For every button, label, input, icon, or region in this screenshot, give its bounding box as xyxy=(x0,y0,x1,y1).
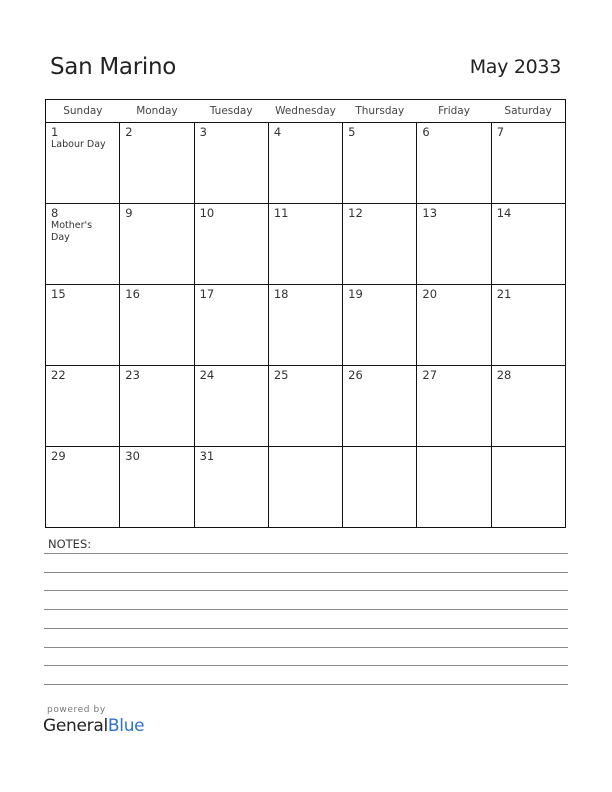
day-cell[interactable] xyxy=(491,123,565,204)
day-cell[interactable] xyxy=(46,366,120,447)
day-cell[interactable] xyxy=(194,285,268,366)
weekday-tuesday: Tuesday xyxy=(194,100,268,123)
day-number: 5 xyxy=(348,125,356,139)
day-cell[interactable] xyxy=(417,285,491,366)
holiday-label: Mother's Day xyxy=(51,220,93,243)
week-row xyxy=(46,123,566,204)
notes-line xyxy=(44,628,568,629)
day-number: 7 xyxy=(496,125,505,139)
day-cell[interactable] xyxy=(120,366,194,447)
day-number: 19 xyxy=(348,287,363,301)
notes-line xyxy=(44,684,568,685)
day-cell[interactable] xyxy=(343,285,417,366)
notes-label: NOTES: xyxy=(48,537,92,551)
weekday-header-row xyxy=(46,100,566,123)
calendar-grid xyxy=(45,99,566,528)
weekday-monday: Monday xyxy=(120,100,194,123)
day-cell[interactable] xyxy=(417,204,491,285)
day-cell[interactable] xyxy=(46,123,120,204)
day-cell[interactable] xyxy=(343,447,417,528)
day-cell[interactable] xyxy=(491,366,565,447)
day-cell[interactable] xyxy=(46,204,120,285)
day-cell[interactable] xyxy=(194,447,268,528)
notes-line xyxy=(44,553,568,554)
notes-line xyxy=(44,609,568,610)
powered-by-text: powered by xyxy=(47,705,106,715)
day-number: 25 xyxy=(273,368,289,382)
day-number: 24 xyxy=(199,368,215,382)
notes-line xyxy=(44,665,568,666)
day-number: 10 xyxy=(199,206,215,220)
day-cell[interactable] xyxy=(491,204,565,285)
day-cell[interactable] xyxy=(491,447,565,528)
day-cell[interactable] xyxy=(120,285,194,366)
holiday-label: Labour Day xyxy=(51,139,106,150)
generalblue-logo xyxy=(43,716,144,736)
day-cell[interactable] xyxy=(417,366,491,447)
brand-general: General xyxy=(43,716,108,736)
weekday-thursday: Thursday xyxy=(343,100,417,123)
month-year-title: May 2033 xyxy=(469,56,561,78)
day-cell[interactable] xyxy=(46,285,120,366)
day-number: 11 xyxy=(273,206,289,220)
day-cell[interactable] xyxy=(46,447,120,528)
notes-line xyxy=(44,572,568,573)
day-number: 6 xyxy=(422,125,430,139)
day-cell[interactable] xyxy=(120,204,194,285)
day-number: 28 xyxy=(496,368,512,382)
week-row xyxy=(46,285,566,366)
day-number: 2 xyxy=(125,125,133,139)
day-number: 12 xyxy=(348,206,363,220)
day-number: 26 xyxy=(348,368,363,382)
day-number: 16 xyxy=(125,287,140,301)
week-row xyxy=(46,366,566,447)
day-number: 22 xyxy=(51,368,66,382)
day-cell[interactable] xyxy=(194,366,268,447)
brand-blue: Blue xyxy=(107,716,145,736)
day-cell[interactable] xyxy=(268,447,342,528)
weekday-sunday: Sunday xyxy=(46,100,120,123)
day-number: 20 xyxy=(422,287,438,301)
day-number: 8 xyxy=(51,206,59,220)
day-number: 4 xyxy=(273,125,282,139)
day-cell[interactable] xyxy=(268,366,342,447)
day-number: 14 xyxy=(496,206,512,220)
day-cell[interactable] xyxy=(343,123,417,204)
day-number: 13 xyxy=(422,206,438,220)
day-cell[interactable] xyxy=(268,285,342,366)
day-cell[interactable] xyxy=(268,204,342,285)
week-row xyxy=(46,447,566,528)
country-title: San Marino xyxy=(50,54,177,80)
day-number: 23 xyxy=(125,368,140,382)
weekday-saturday: Saturday xyxy=(491,100,565,123)
notes-line xyxy=(44,647,568,648)
day-number: 29 xyxy=(51,449,66,463)
notes-line xyxy=(44,590,568,591)
day-number: 18 xyxy=(273,287,289,301)
day-cell[interactable] xyxy=(120,447,194,528)
day-cell[interactable] xyxy=(268,123,342,204)
weekday-wednesday: Wednesday xyxy=(268,100,342,123)
day-number: 31 xyxy=(199,449,215,463)
day-cell[interactable] xyxy=(491,285,565,366)
week-row xyxy=(46,204,566,285)
day-cell[interactable] xyxy=(343,366,417,447)
day-number: 27 xyxy=(422,368,438,382)
day-cell[interactable] xyxy=(343,204,417,285)
day-number: 9 xyxy=(125,206,133,220)
day-cell[interactable] xyxy=(417,447,491,528)
day-number: 3 xyxy=(199,125,207,139)
day-cell[interactable] xyxy=(120,123,194,204)
weekday-friday: Friday xyxy=(417,100,491,123)
day-number: 30 xyxy=(125,449,140,463)
day-cell[interactable] xyxy=(194,123,268,204)
day-number: 15 xyxy=(51,287,66,301)
day-number: 21 xyxy=(496,287,512,301)
day-cell[interactable] xyxy=(194,204,268,285)
day-number: 1 xyxy=(51,125,59,139)
day-number: 17 xyxy=(199,287,215,301)
day-cell[interactable] xyxy=(417,123,491,204)
